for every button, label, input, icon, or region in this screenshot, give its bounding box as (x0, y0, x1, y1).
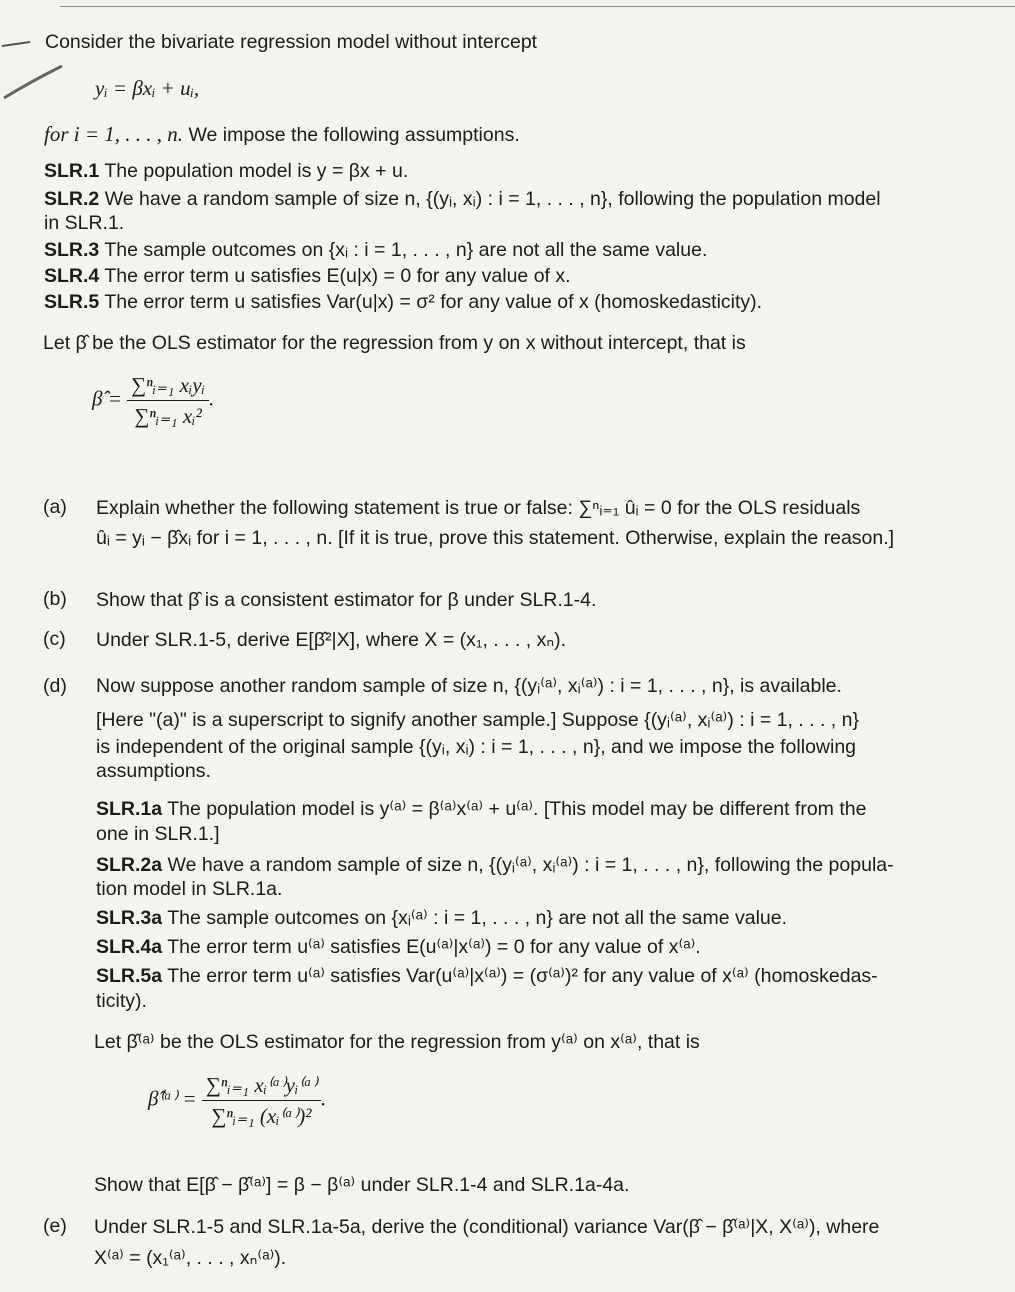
estimator-formula: β̂ = $\frac{\text{∑ⁿᵢ₌₁ xᵢyᵢ}}{\text{∑ⁿᵢ₌₁ xᵢ²}}$ . (92, 373, 215, 428)
item-d-line: [Here "(a)" is a superscript to signify another sample.] Suppose {(yᵢ⁽ᵃ⁾, xᵢ⁽ᵃ⁾) : i = 1, . . . , n} (96, 709, 860, 731)
item-c-text: Under SLR.1-5, derive E[β̂²|X], where X = (x₁, . . . , xₙ). (96, 629, 567, 651)
item-d-label: (d) (43, 675, 67, 697)
item-a-line2: ûᵢ = yᵢ − β̂xᵢ for i = 1, . . . , n. [If it is true, prove this statement. Otherwise, explain the reason.] (96, 527, 895, 549)
item-d-let-line: Let β̂⁽ᵃ⁾ be the OLS estimator for the regression from y⁽ᵃ⁾ on x⁽ᵃ⁾, that is (94, 1031, 700, 1053)
assumption-row: SLR.3 The sample outcomes on {xᵢ : i = 1, . . . , n} are not all the same value. (44, 239, 708, 261)
assumption-row: SLR.1 The population model is y = βx + u. (44, 160, 409, 182)
item-e-line2: X⁽ᵃ⁾ = (x₁⁽ᵃ⁾, . . . , xₙ⁽ᵃ⁾). (94, 1247, 287, 1269)
sample-a-estimator-fraction: $\frac{\text{∑ⁿᵢ₌₁ xᵢ⁽ᵃ⁾yᵢ⁽ᵃ⁾}}{\text{∑ⁿᵢ₌₁ (xᵢ⁽ᵃ⁾)²}}$ (202, 1072, 321, 1129)
item-c-label: (c) (43, 628, 66, 650)
assumption-row: SLR.1a The population model is y⁽ᵃ⁾ = β⁽ᵃ⁾x⁽ᵃ⁾ + u⁽ᵃ⁾. [This model may be different from the (96, 798, 867, 820)
assumption-row: ticity). (96, 990, 147, 1012)
assumption-row: one in SLR.1.] (96, 823, 220, 845)
item-d-line: assumptions. (96, 760, 211, 782)
for-line (44, 121, 520, 148)
assumption-row: tion model in SLR.1a. (96, 878, 283, 900)
item-e-label: (e) (43, 1215, 67, 1237)
top-rule (60, 6, 1015, 7)
model-equation: yᵢ = βxᵢ + uᵢ, (95, 76, 200, 100)
estimator-fraction: $\frac{\text{∑ⁿᵢ₌₁ xᵢyᵢ}}{\text{∑ⁿᵢ₌₁ xᵢ²}}$ (127, 372, 209, 429)
assumption-row: SLR.5 The error term u satisfies Var(u|x) = σ² for any value of x (homoskedasticity). (44, 291, 763, 313)
for-line-text: We impose the following assumptions. (188, 124, 520, 146)
item-b-text: Show that β̂ is a consistent estimator for β under SLR.1-4. (96, 589, 597, 611)
assumption-row: SLR.3a The sample outcomes on {xᵢ⁽ᵃ⁾ : i = 1, . . . , n} are not all the same value. (96, 907, 788, 929)
for-line-math: for i = 1, . . . , n. (44, 122, 184, 146)
item-b-label: (b) (43, 588, 67, 610)
sample-a-estimator-formula: β̂⁽ᵃ⁾ = $\frac{\text{∑ⁿᵢ₌₁ xᵢ⁽ᵃ⁾yᵢ⁽ᵃ⁾}}{\text{∑ⁿᵢ₌₁ (xᵢ⁽ᵃ⁾)²}}$ . (148, 1073, 327, 1128)
item-d-line: Now suppose another random sample of size n, {(yᵢ⁽ᵃ⁾, xᵢ⁽ᵃ⁾) : i = 1, . . . , n}, is available. (96, 675, 842, 697)
assumption-row: SLR.4a The error term u⁽ᵃ⁾ satisfies E(u⁽ᵃ⁾|x⁽ᵃ⁾) = 0 for any value of x⁽ᵃ⁾. (96, 936, 701, 958)
let-line: Let β̂ be the OLS estimator for the regression from y on x without intercept, that is (43, 332, 746, 354)
assumption-row: in SLR.1. (44, 212, 125, 234)
item-e-line1: Under SLR.1-5 and SLR.1a-5a, derive the (conditional) variance Var(β̂ − β̂⁽ᵃ⁾|X, X⁽ᵃ⁾), where (94, 1216, 880, 1238)
item-a-line1: Explain whether the following statement is true or false: ∑ⁿᵢ₌₁ ûᵢ = 0 for the OLS residuals (96, 497, 861, 519)
assumption-row: SLR.5a The error term u⁽ᵃ⁾ satisfies Var(u⁽ᵃ⁾|x⁽ᵃ⁾) = (σ⁽ᵃ⁾)² for any value of x⁽ᵃ⁾ (homoskedas- (96, 965, 878, 987)
item-a-label: (a) (43, 496, 67, 518)
intro-text: Consider the bivariate regression model without intercept (45, 31, 538, 53)
assumption-row: SLR.4 The error term u satisfies E(u|x) = 0 for any value of x. (44, 265, 571, 287)
item-d-line: is independent of the original sample {(yᵢ, xᵢ) : i = 1, . . . , n}, and we impose the following (96, 736, 857, 758)
assumption-row: SLR.2 We have a random sample of size n, {(yᵢ, xᵢ) : i = 1, . . . , n}, following the population model (44, 188, 881, 210)
assumption-row: SLR.2a We have a random sample of size n, {(yᵢ⁽ᵃ⁾, xᵢ⁽ᵃ⁾) : i = 1, . . . , n}, following the popula- (96, 854, 894, 876)
item-d-show: Show that E[β̂ − β̂⁽ᵃ⁾] = β − β⁽ᵃ⁾ under SLR.1-4 and SLR.1a-4a. (94, 1174, 630, 1196)
